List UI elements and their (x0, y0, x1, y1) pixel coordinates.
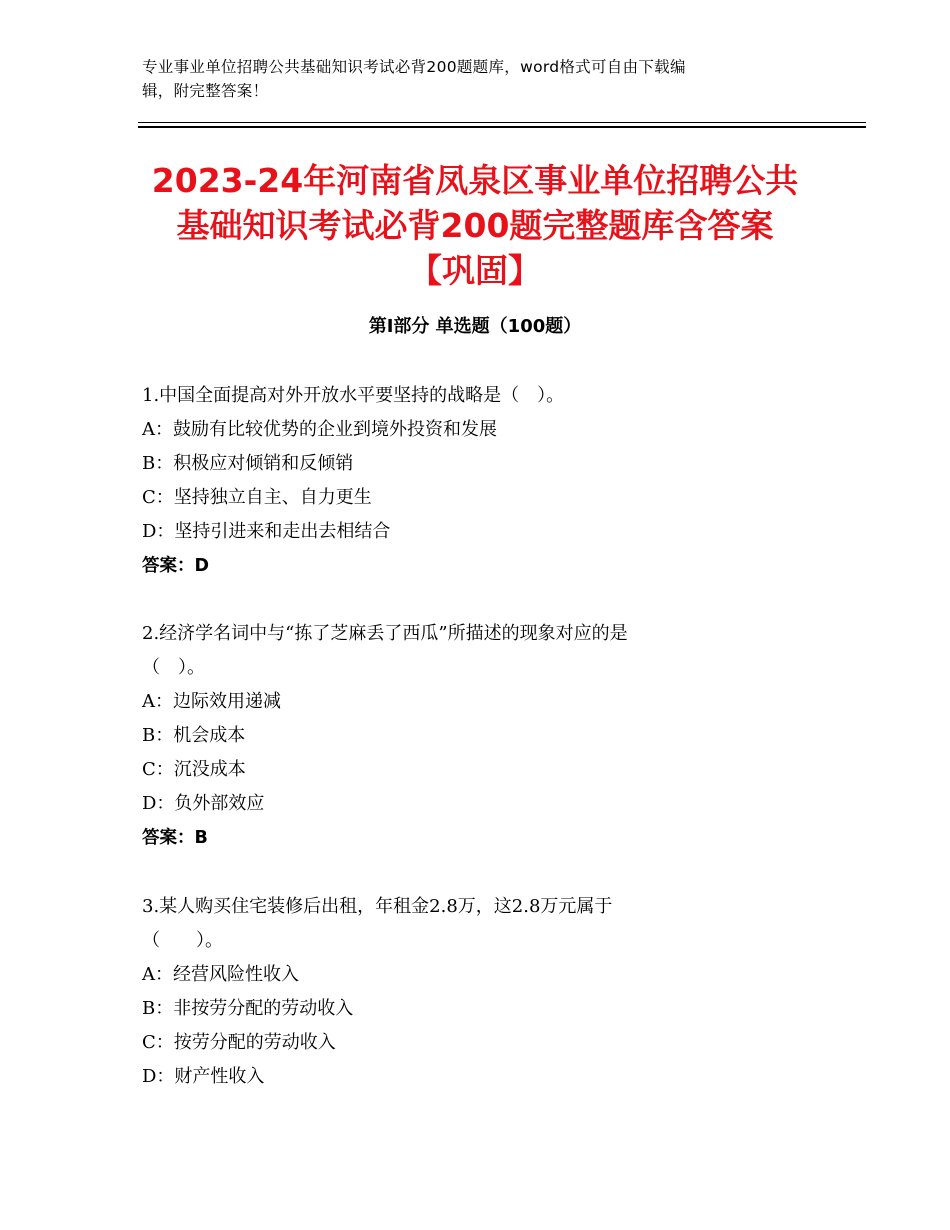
option-a: A：经营风险性收入 (142, 964, 299, 985)
question-3 (142, 890, 782, 1094)
question-stem-continued: （ ）。 (142, 657, 205, 678)
option-c: C：沉没成本 (142, 759, 246, 780)
answer: 答案：B (142, 828, 208, 848)
option-b: B：机会成本 (142, 725, 246, 746)
question-stem: 2.经济学名词中与“拣了芝麻丢了西瓜”所描述的现象对应的是 (142, 623, 628, 644)
question-2 (142, 617, 782, 855)
header-note-line-1: 专业事业单位招聘公共基础知识考试必背200题题库，word格式可自由下载编 (142, 58, 686, 76)
option-b: B：非按劳分配的劳动收入 (142, 998, 354, 1019)
option-d: D：负外部效应 (142, 793, 265, 814)
answer: 答案：D (142, 556, 210, 576)
section-title: 第Ⅰ部分 单选题（100题） (368, 316, 582, 337)
title-line-2: 基础知识考试必背200题完整题库含答案 (176, 206, 774, 245)
header-divider-thick (138, 126, 866, 128)
header-note (142, 55, 802, 103)
title-line-1: 2023-24年河南省凤泉区事业单位招聘公共 (151, 161, 799, 200)
question-stem: 3.某人购买住宅装修后出租，年租金2.8万，这2.8万元属于 (142, 896, 613, 917)
question-stem: 1.中国全面提高对外开放水平要坚持的战略是（ ）。 (142, 385, 565, 406)
option-d: D：财产性收入 (142, 1066, 265, 1087)
header-divider-thin (138, 122, 866, 123)
option-c: C：坚持独立自主、自力更生 (142, 487, 372, 508)
header-note-line-2: 辑，附完整答案！ (142, 82, 269, 100)
option-d: D：坚持引进来和走出去相结合 (142, 521, 391, 542)
option-a: A：鼓励有比较优势的企业到境外投资和发展 (142, 419, 497, 440)
document-title (110, 158, 840, 293)
option-c: C：按劳分配的劳动收入 (142, 1032, 336, 1053)
title-line-3: 【巩固】 (409, 251, 541, 290)
option-b: B：积极应对倾销和反倾销 (142, 453, 354, 474)
question-1 (142, 379, 782, 583)
option-a: A：边际效用递减 (142, 691, 281, 712)
question-stem-continued: （ ）。 (142, 930, 223, 951)
